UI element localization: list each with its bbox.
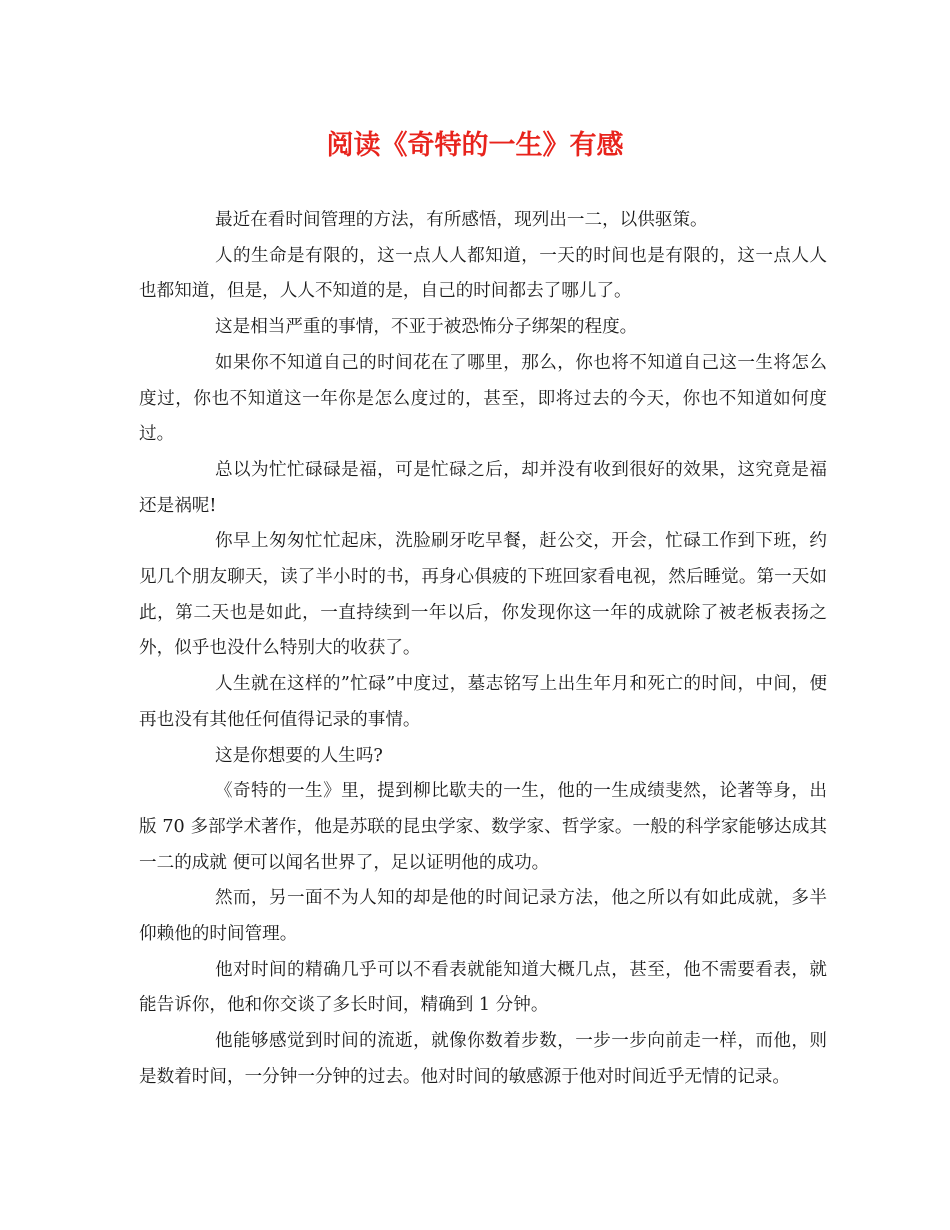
- paragraph: 他对时间的精确几乎可以不看表就能知道大概几点，甚至，他不需要看表，就能告诉你，他和你交谈了多长时间，精确到 1 分钟。: [139, 959, 827, 1016]
- paragraph: 人生就在这样的”忙碌”中度过，墓志铭写上出生年月和死亡的时间，中间，便再也没有其他任何值得记录的事情。: [139, 674, 827, 730]
- paragraph: 最近在看时间管理的方法，有所感悟，现列出一二，以供驱策。: [215, 210, 708, 230]
- paragraph: 《奇特的一生》里，提到柳比歇夫的一生，他的一生成绩斐然，论著等身，出版 70 多部学术著作，他是苏联的昆虫学家、数学家、哲学家。一般的科学家能够达成其一二的成就 便可以闻名世界了，足以证明他的成功。: [139, 781, 827, 873]
- paragraph: 这是相当严重的事情，不亚于被恐怖分子绑架的程度。: [215, 317, 638, 338]
- document-title: 阅读《奇特的一生》有感: [326, 130, 624, 161]
- paragraph: 如果你不知道自己的时间花在了哪里，那么，你也将不知道自己这一生将怎么度过，你也不知道这一年你是怎么度过的，甚至，即将过去的今天，你也不知道如何度过。: [139, 352, 827, 445]
- paragraph: 他能够感觉到时间的流逝，就像你数着步数，一步一步向前走一样，而他，则是数着时间，一分钟一分钟的过去。他对时间的敏感源于他对时间近乎无情的记录。: [139, 1031, 827, 1087]
- paragraph: 人的生命是有限的，这一点人人都知道，一天的时间也是有限的，这一点人人也都知道，但是，人人不知道的是，自己的时间都去了哪儿了。: [139, 245, 827, 302]
- paragraph: 然而，另一面不为人知的却是他的时间记录方法，他之所以有如此成就，多半仰赖他的时间管理。: [139, 888, 827, 945]
- document-body: [139, 203, 827, 1096]
- paragraph: 你早上匆匆忙忙起床，洗脸刷牙吃早餐，赶公交，开会，忙碌工作到下班，约见几个朋友聊天，读了半小时的书，再身心俱疲的下班回家看电视，然后睡觉。第一天如此，第二天也是如此，一直持续到一年以后，你发现你这一年的成就除了被老板表扬之外，似乎也没什么特别大的收获了。: [139, 531, 827, 659]
- paragraph: 这是你想要的人生吗?: [215, 745, 383, 766]
- paragraph: 总以为忙忙碌碌是福，可是忙碌之后，却并没有收到很好的效果，这究竟是福还是祸呢!: [139, 459, 827, 516]
